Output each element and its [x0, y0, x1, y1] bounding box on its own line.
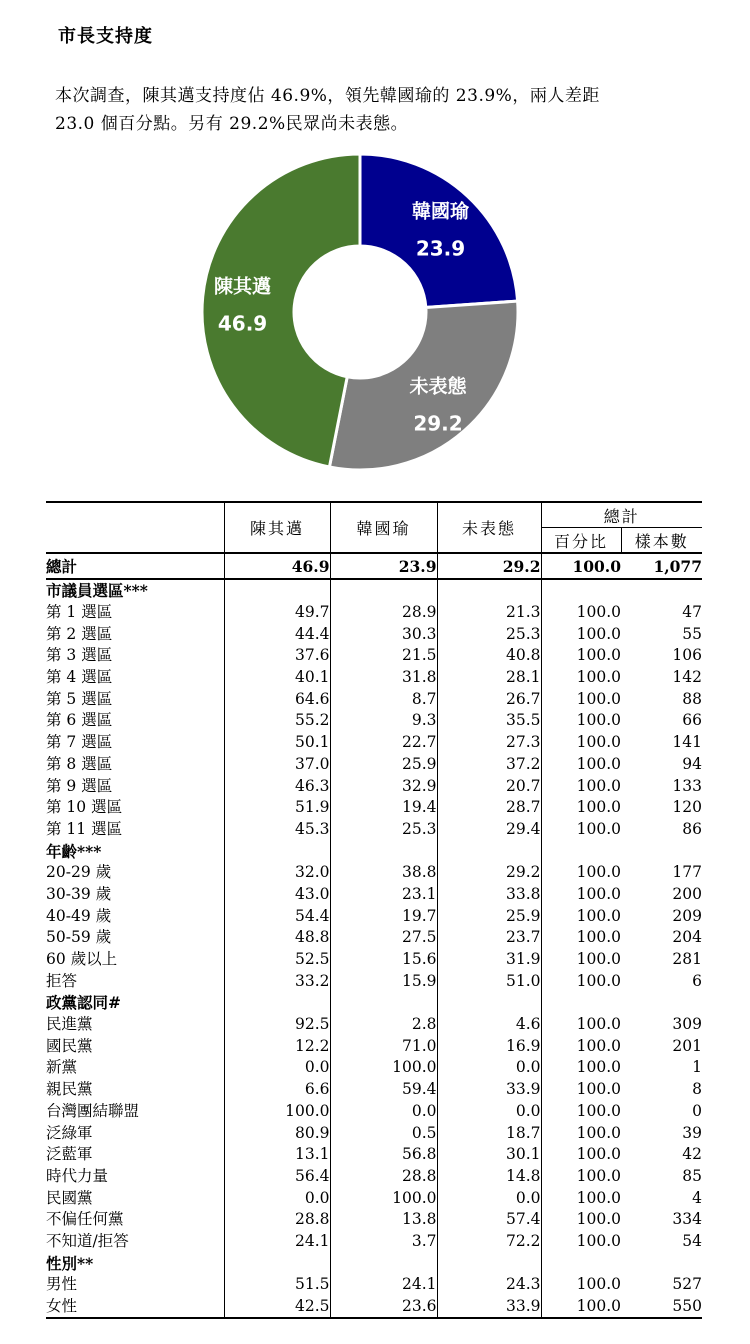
- table-row: [46, 732, 702, 754]
- table-body: [46, 553, 702, 1318]
- col-header-sample: 樣本數: [621, 528, 702, 554]
- table-row: [46, 905, 702, 927]
- table-cell: 43.0: [224, 884, 330, 906]
- table-cell: 38.8: [330, 862, 437, 884]
- table-cell: 12.2: [224, 1035, 330, 1057]
- table-cell: 71.0: [330, 1035, 437, 1057]
- table-group-header: [46, 992, 702, 1014]
- table-cell: 45.3: [224, 819, 330, 841]
- row-label: 40-49 歲: [46, 906, 112, 925]
- table-cell: 51.0: [437, 970, 541, 992]
- pie-value-chen: 46.9: [217, 311, 268, 336]
- table-cell: 100.0: [541, 1166, 621, 1188]
- table-cell: 37.0: [224, 754, 330, 776]
- table-cell: 100.0: [541, 1079, 621, 1101]
- pie-value-undecided: 29.2: [413, 411, 463, 436]
- table-cell: 100.0: [541, 862, 621, 884]
- table-cell: 0.5: [330, 1122, 437, 1144]
- table-cell: 54: [682, 1231, 703, 1250]
- table-cell-empty: [541, 579, 621, 602]
- table-cell: 133: [672, 776, 703, 795]
- table-cell: 55: [682, 624, 703, 643]
- table-cell: 100.0: [541, 949, 621, 971]
- table-row: [46, 1166, 702, 1188]
- table-cell: 281: [672, 950, 703, 969]
- table-row: [46, 797, 702, 819]
- crosstab-table: [46, 501, 702, 1319]
- table-row: [46, 1035, 702, 1057]
- table-cell: 48.8: [224, 927, 330, 949]
- pie-label-chen: 陳其邁: [214, 275, 272, 298]
- table-cell: 46.3: [224, 775, 330, 797]
- table-cell: 141: [672, 733, 703, 752]
- table-cell: 209: [672, 906, 703, 925]
- table-cell: 94: [682, 754, 703, 773]
- table-row: [46, 1014, 702, 1036]
- table-cell: 28.1: [437, 667, 541, 689]
- table-cell: 59.4: [330, 1079, 437, 1101]
- table-cell: 25.3: [330, 819, 437, 841]
- table-cell: 33.9: [437, 1296, 541, 1319]
- table-cell: 100.0: [541, 905, 621, 927]
- col-header-total-group: 總計: [541, 502, 702, 528]
- table-cell: 54.4: [224, 905, 330, 927]
- table-cell: 56.4: [224, 1166, 330, 1188]
- table-cell-empty: [330, 840, 437, 862]
- row-label: 女性: [46, 1296, 224, 1319]
- group-title: 市議員選區***: [46, 581, 148, 601]
- table-row: [46, 1144, 702, 1166]
- table-cell: 18.7: [437, 1122, 541, 1144]
- table-cell-empty: [621, 840, 702, 862]
- table-group-header: [46, 1252, 702, 1274]
- col-header-chen: 陳其邁: [224, 502, 330, 553]
- table-cell: 15.6: [330, 949, 437, 971]
- table-cell: 86: [682, 819, 703, 838]
- table-row: [46, 602, 702, 624]
- table-cell: 142: [672, 668, 703, 687]
- table-cell: 30.3: [330, 623, 437, 645]
- row-label: 30-39 歲: [46, 884, 112, 903]
- table-cell: 23.1: [330, 884, 437, 906]
- table-cell-empty: [621, 1252, 702, 1274]
- table-cell-empty: [541, 840, 621, 862]
- page-title: 市長支持度: [58, 26, 153, 47]
- row-label: 總計: [46, 553, 224, 579]
- table-cell: 100.0: [541, 754, 621, 776]
- table-cell: 27.5: [330, 927, 437, 949]
- table-cell: 39: [682, 1123, 703, 1142]
- table-cell: 28.7: [437, 797, 541, 819]
- table-cell: 8.7: [330, 688, 437, 710]
- table-cell: 13.8: [330, 1209, 437, 1231]
- table-cell: 6.6: [224, 1079, 330, 1101]
- col-header-percent: 百分比: [541, 528, 621, 554]
- row-label: 民進黨: [46, 1015, 93, 1034]
- table-cell: 100.0: [541, 970, 621, 992]
- table-cell: 40.1: [224, 667, 330, 689]
- table-cell: 0.0: [437, 1101, 541, 1123]
- group-title: 年齡***: [46, 841, 102, 861]
- table-cell: 100.0: [541, 645, 621, 667]
- table-row: [46, 1187, 702, 1209]
- row-label: 第 4 選區: [46, 668, 113, 687]
- table-cell: 50.1: [224, 732, 330, 754]
- table-cell: 33.2: [224, 970, 330, 992]
- row-label: 第 6 選區: [46, 711, 113, 730]
- table-cell: 527: [672, 1275, 703, 1294]
- row-label: 不知道/拒答: [46, 1231, 129, 1250]
- table-row: [46, 645, 702, 667]
- table-cell: 35.5: [437, 710, 541, 732]
- table-cell: 23.9: [330, 553, 437, 579]
- table-cell: 0.0: [437, 1057, 541, 1079]
- table-cell: 66: [682, 711, 703, 730]
- table-cell-empty: [330, 1252, 437, 1274]
- table-cell-empty: [621, 992, 702, 1014]
- pie-value-han: 23.9: [415, 236, 466, 261]
- table-cell: 100.0: [541, 732, 621, 754]
- table-row: [46, 819, 702, 841]
- table-cell-empty: [437, 992, 541, 1014]
- table-cell-empty: [224, 840, 330, 862]
- table-cell: 334: [672, 1210, 703, 1229]
- table-cell: 49.7: [224, 602, 330, 624]
- table-row: [46, 1079, 702, 1101]
- table-row-total: [46, 553, 702, 579]
- table-cell: 100.0: [541, 688, 621, 710]
- row-label: 第 10 選區: [46, 798, 123, 817]
- pie-slice-han: [360, 154, 518, 307]
- table-cell: 26.7: [437, 688, 541, 710]
- table-cell: 44.4: [224, 623, 330, 645]
- table-row: [46, 970, 702, 992]
- table-cell: 21.5: [330, 645, 437, 667]
- table-cell: 19.4: [330, 797, 437, 819]
- table-cell: 100.0: [541, 667, 621, 689]
- table-cell: 0.0: [224, 1057, 330, 1079]
- table-cell: 25.9: [437, 905, 541, 927]
- table-group-header: [46, 579, 702, 602]
- table-cell: 23.7: [437, 927, 541, 949]
- table-cell-empty: [330, 579, 437, 602]
- summary-line-1: 本次調查，陳其邁支持度佔 46.9%，領先韓國瑜的 23.9%，兩人差距: [55, 86, 600, 106]
- col-header-han: 韓國瑜: [330, 502, 437, 553]
- table-cell-empty: [621, 579, 702, 602]
- table-cell: 100.0: [541, 710, 621, 732]
- table-cell: 24.1: [330, 1274, 437, 1296]
- row-label: 時代力量: [46, 1166, 109, 1185]
- table-cell: 29.2: [437, 553, 541, 579]
- table-cell: 42: [682, 1145, 703, 1164]
- table-cell: 28.8: [224, 1209, 330, 1231]
- table-cell: 309: [672, 1015, 703, 1034]
- table-cell: 100.0: [541, 1057, 621, 1079]
- row-label: 泛藍軍: [46, 1145, 93, 1164]
- table-cell: 57.4: [437, 1209, 541, 1231]
- table-cell: 3.7: [330, 1231, 437, 1253]
- table-cell: 25.9: [330, 754, 437, 776]
- table-cell: 42.5: [224, 1296, 330, 1319]
- table-cell: 120: [672, 798, 703, 817]
- table-cell: 100.0: [541, 1014, 621, 1036]
- table-cell: 4.6: [437, 1014, 541, 1036]
- table-cell: 100.0: [541, 623, 621, 645]
- table-cell: 51.5: [224, 1274, 330, 1296]
- table-cell: 32.9: [330, 775, 437, 797]
- table-cell: 2.8: [330, 1014, 437, 1036]
- table-cell: 100.0: [541, 1101, 621, 1123]
- row-label: 泛綠軍: [46, 1123, 93, 1142]
- table-row: [46, 1296, 702, 1319]
- table-cell: 100.0: [541, 884, 621, 906]
- table-cell: 0: [692, 1101, 703, 1120]
- table-cell: 1: [692, 1058, 703, 1077]
- table-cell: 23.6: [330, 1296, 437, 1319]
- table-cell-empty: [224, 1252, 330, 1274]
- table-row: [46, 1231, 702, 1253]
- table-cell-empty: [437, 1252, 541, 1274]
- table-cell: 100.0: [224, 1101, 330, 1123]
- table-cell: 22.7: [330, 732, 437, 754]
- table-cell: 100.0: [541, 1144, 621, 1166]
- table-row: [46, 949, 702, 971]
- table-cell: 29.2: [437, 862, 541, 884]
- table-cell: 100.0: [541, 1187, 621, 1209]
- table-row: [46, 884, 702, 906]
- table-cell: 100.0: [541, 1274, 621, 1296]
- table-cell: 1,077: [621, 553, 702, 579]
- table-cell: 100.0: [330, 1057, 437, 1079]
- row-label: 50-59 歲: [46, 928, 112, 947]
- table-row: [46, 1274, 702, 1296]
- table-cell: 24.1: [224, 1231, 330, 1253]
- table-cell: 56.8: [330, 1144, 437, 1166]
- row-label: 國民黨: [46, 1036, 93, 1055]
- table-cell: 177: [672, 863, 703, 882]
- table-cell: 33.8: [437, 884, 541, 906]
- table-cell: 0.0: [224, 1187, 330, 1209]
- row-label: 第 8 選區: [46, 754, 113, 773]
- row-label: 第 11 選區: [46, 819, 123, 838]
- table-cell: 31.8: [330, 667, 437, 689]
- table-cell: 19.7: [330, 905, 437, 927]
- table-cell: 31.9: [437, 949, 541, 971]
- row-label: 第 2 選區: [46, 624, 113, 643]
- table-cell: 47: [682, 603, 703, 622]
- table-cell: 64.6: [224, 688, 330, 710]
- table-cell: 100.0: [541, 1209, 621, 1231]
- table-cell: 25.3: [437, 623, 541, 645]
- donut-chart: [0, 0, 750, 490]
- table-group-header: [46, 840, 702, 862]
- table-cell-empty: [541, 1252, 621, 1274]
- table-row: [46, 754, 702, 776]
- table-cell: 201: [672, 1036, 703, 1055]
- table-row: [46, 862, 702, 884]
- row-label: 第 9 選區: [46, 776, 113, 795]
- table-cell: 100.0: [541, 1035, 621, 1057]
- table-cell: 100.0: [541, 797, 621, 819]
- table-cell: 55.2: [224, 710, 330, 732]
- table-cell: 37.2: [437, 754, 541, 776]
- table-cell: 204: [672, 928, 703, 947]
- table-cell: 550: [621, 1296, 702, 1319]
- table-row: [46, 1209, 702, 1231]
- table-cell: 40.8: [437, 645, 541, 667]
- table-cell: 100.0: [541, 927, 621, 949]
- table-cell: 4: [692, 1188, 703, 1207]
- table-cell: 28.9: [330, 602, 437, 624]
- table-cell: 16.9: [437, 1035, 541, 1057]
- row-label: 第 1 選區: [46, 603, 113, 622]
- row-label: 民國黨: [46, 1188, 93, 1207]
- table-cell: 37.6: [224, 645, 330, 667]
- pie-label-undecided: 未表態: [409, 375, 467, 398]
- row-label: 拒答: [46, 971, 78, 990]
- row-label: 60 歲以上: [46, 950, 118, 969]
- row-label: 男性: [46, 1275, 78, 1294]
- table-cell: 14.8: [437, 1166, 541, 1188]
- table-row: [46, 623, 702, 645]
- pie-slice-chen: [202, 154, 360, 467]
- group-title: 政黨認同#: [46, 993, 121, 1013]
- table-cell: 51.9: [224, 797, 330, 819]
- row-label: 台灣團結聯盟: [46, 1101, 140, 1120]
- table-row: [46, 1101, 702, 1123]
- table-cell: 80.9: [224, 1122, 330, 1144]
- row-label: 親民黨: [46, 1080, 93, 1099]
- table-cell: 100.0: [541, 775, 621, 797]
- table-cell: 21.3: [437, 602, 541, 624]
- col-header-undecided: 未表態: [437, 502, 541, 553]
- table-cell: 52.5: [224, 949, 330, 971]
- table-cell: 100.0: [330, 1187, 437, 1209]
- table-cell: 15.9: [330, 970, 437, 992]
- table-cell-empty: [541, 992, 621, 1014]
- table-cell: 100.0: [541, 1296, 621, 1319]
- row-label: 新黨: [46, 1058, 78, 1077]
- table-cell: 0.0: [330, 1101, 437, 1123]
- table-cell: 100.0: [541, 1231, 621, 1253]
- header-blank: [46, 502, 224, 553]
- table-cell: 106: [672, 646, 703, 665]
- table-cell-empty: [437, 579, 541, 602]
- table-cell: 72.2: [437, 1231, 541, 1253]
- table-cell: 100.0: [541, 553, 621, 579]
- table-cell: 13.1: [224, 1144, 330, 1166]
- table-row: [46, 710, 702, 732]
- table-cell-empty: [437, 840, 541, 862]
- table-row: [46, 1122, 702, 1144]
- table-cell: 27.3: [437, 732, 541, 754]
- table-cell: 30.1: [437, 1144, 541, 1166]
- table-cell: 32.0: [224, 862, 330, 884]
- table-row: [46, 667, 702, 689]
- pie-label-han: 韓國瑜: [411, 200, 470, 223]
- row-label: 第 5 選區: [46, 689, 113, 708]
- table-cell: 100.0: [541, 819, 621, 841]
- table-cell: 200: [672, 884, 703, 903]
- table-cell-empty: [224, 992, 330, 1014]
- row-label: 不偏任何黨: [46, 1210, 124, 1229]
- table-cell: 85: [682, 1166, 703, 1185]
- table-cell: 29.4: [437, 819, 541, 841]
- table-row: [46, 775, 702, 797]
- table-cell: 0.0: [437, 1187, 541, 1209]
- table-cell: 20.7: [437, 775, 541, 797]
- summary-line-2: 23.0 個百分點。另有 29.2%民眾尚未表態。: [55, 114, 409, 134]
- table-cell: 28.8: [330, 1166, 437, 1188]
- table-cell: 46.9: [224, 553, 330, 579]
- row-label: 20-29 歲: [46, 863, 112, 882]
- row-label: 第 3 選區: [46, 646, 113, 665]
- table-cell: 33.9: [437, 1079, 541, 1101]
- table-row: [46, 1057, 702, 1079]
- table-cell: 100.0: [541, 1122, 621, 1144]
- table-cell: 100.0: [541, 602, 621, 624]
- table-cell: 6: [692, 971, 703, 990]
- table-row: [46, 927, 702, 949]
- table-cell: 92.5: [224, 1014, 330, 1036]
- row-label: 第 7 選區: [46, 733, 113, 752]
- table-row: [46, 688, 702, 710]
- table-cell-empty: [330, 992, 437, 1014]
- group-title: 性別**: [46, 1253, 94, 1273]
- table-cell: 24.3: [437, 1274, 541, 1296]
- table-cell: 8: [692, 1080, 703, 1099]
- table-cell: 9.3: [330, 710, 437, 732]
- table-cell-empty: [224, 579, 330, 602]
- table-cell: 88: [682, 689, 703, 708]
